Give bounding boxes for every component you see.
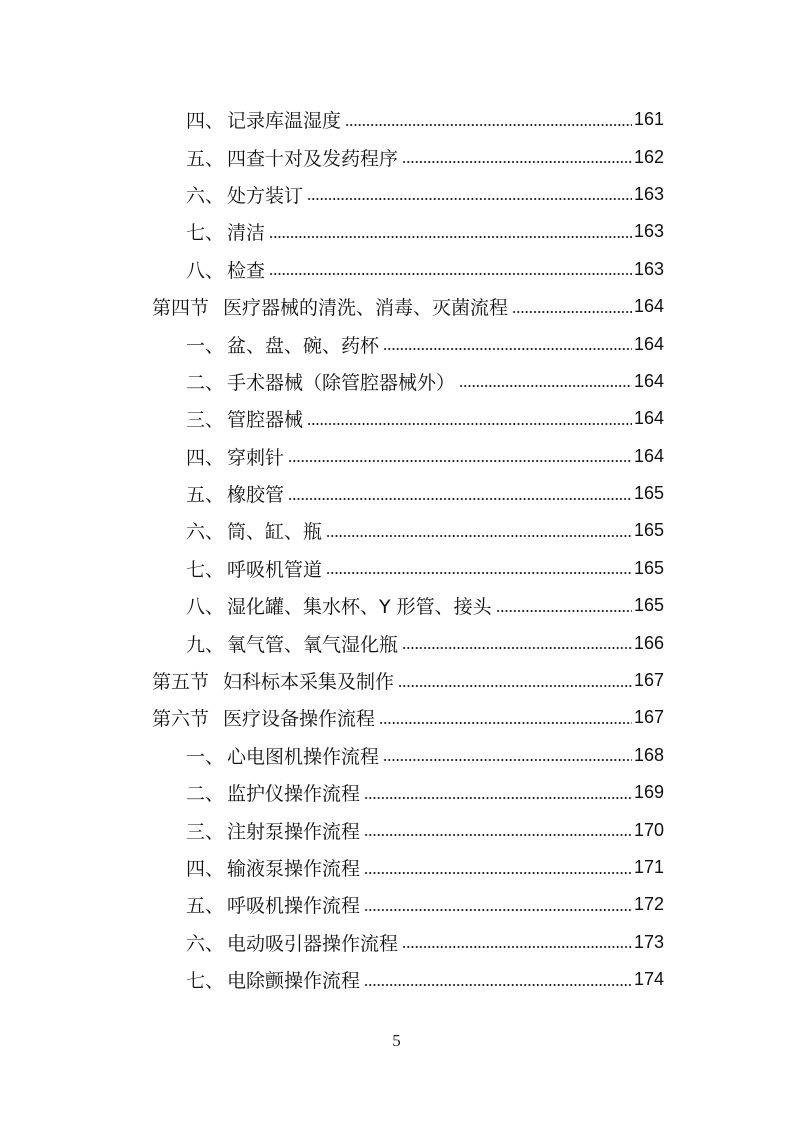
toc-item-row[interactable] [0,363,793,400]
toc-entry-number: 四、 [186,446,225,469]
toc-entry-page: 168 [634,744,665,765]
toc-entry-number: 五、 [186,147,225,170]
toc-entry-title: 穿刺针 [227,446,285,469]
toc-entry-number: 七、 [186,970,225,993]
dot-leader [364,982,632,988]
toc-entry-title: 管腔器械 [227,409,304,432]
toc-entry-title: 手术器械（除管腔器械外） [227,371,456,394]
toc-entry-title: 注射泵操作流程 [227,820,361,843]
toc-section-row[interactable] [0,288,793,325]
toc-entry-number: 五、 [186,484,225,507]
dot-leader [383,757,632,763]
toc-entry-page: 165 [634,595,665,616]
toc-entry-number: 二、 [186,783,225,806]
toc-section-row[interactable] [0,699,793,736]
toc-item-row[interactable] [0,811,793,848]
toc-entry-title: 监护仪操作流程 [227,783,361,806]
toc-item-row[interactable] [0,624,793,661]
toc-entry-title: 四查十对及发药程序 [227,147,399,170]
toc-entry-title: 电除颤操作流程 [227,970,361,993]
toc-entry-number: 七、 [186,222,225,245]
toc-entry-title: 呼吸机管道 [227,558,323,581]
toc-entry-title: 检查 [227,259,266,282]
toc-entry-page: 161 [634,109,665,130]
toc-entry-number: 八、 [186,259,225,282]
toc-item-row[interactable] [0,101,793,138]
toc-entry-page: 163 [634,183,665,204]
toc-item-row[interactable] [0,512,793,549]
toc-entry-page: 167 [634,707,665,728]
toc-item-row[interactable] [0,475,793,512]
toc-entry-number: 一、 [186,334,225,357]
toc-entry-title: 心电图机操作流程 [227,745,380,768]
toc-entry-title: 处方装订 [227,184,304,207]
dot-leader [379,720,632,726]
toc-section-row[interactable] [0,662,793,699]
toc-entry-page: 169 [634,782,665,803]
toc-item-row[interactable] [0,886,793,923]
table-of-contents [0,101,793,998]
toc-entry-page: 173 [634,931,665,952]
toc-entry-page: 163 [634,258,665,279]
toc-entry-number: 六、 [186,184,225,207]
toc-entry-title: 筒、缸、瓶 [227,521,323,544]
toc-entry-number: 七、 [186,558,225,581]
dot-leader [402,159,632,165]
dot-leader [364,907,632,913]
toc-entry-number: 四、 [186,110,225,133]
toc-entry-number: 第五节 [152,671,210,694]
toc-entry-number: 四、 [186,858,225,880]
toc-entry-number: 六、 [186,521,225,544]
toc-item-row[interactable] [0,774,793,811]
dot-leader [326,570,632,576]
dot-leader [307,421,632,427]
toc-entry-page: 164 [634,296,665,317]
toc-entry-title: 氧气管、氧气湿化瓶 [227,633,399,656]
dot-leader [288,496,632,502]
toc-item-row[interactable] [0,924,793,961]
toc-item-row[interactable] [0,213,793,250]
toc-entry-page: 164 [634,408,665,429]
dot-leader [288,458,632,464]
dot-leader [364,832,632,838]
toc-item-row[interactable] [0,251,793,288]
toc-entry-title: 妇科标本采集及制作 [223,671,395,694]
toc-entry-number: 九、 [186,633,225,656]
toc-entry-page: 172 [634,894,665,915]
dot-leader [326,533,632,539]
toc-item-row[interactable] [0,587,793,624]
toc-entry-title: 记录库温湿度 [227,110,342,133]
toc-entry-title: 医疗设备操作流程 [223,708,376,731]
dot-leader [269,271,632,277]
toc-item-row[interactable] [0,325,793,362]
toc-item-row[interactable] [0,737,793,774]
toc-entry-page: 164 [634,445,665,466]
dot-leader [512,309,632,315]
dot-leader [364,795,632,801]
toc-entry-title: 呼吸机操作流程 [227,895,361,918]
dot-leader [345,122,632,128]
toc-entry-number: 八、 [186,596,225,619]
toc-item-row[interactable] [0,961,793,998]
toc-item-row[interactable] [0,138,793,175]
toc-entry-number: 三、 [186,820,225,843]
toc-entry-number: 三、 [186,409,225,432]
toc-entry-page: 164 [634,333,665,354]
toc-entry-title: 橡胶管 [227,484,285,507]
dot-leader [402,645,632,651]
toc-item-row[interactable] [0,849,793,886]
toc-entry-number: 六、 [186,932,225,955]
toc-item-row[interactable] [0,400,793,437]
toc-entry-title: 湿化罐、集水杯、Y 形管、接头 [227,596,492,619]
dot-leader [269,234,632,240]
toc-item-row[interactable] [0,550,793,587]
toc-entry-number: 五、 [186,895,225,918]
toc-entry-page: 174 [634,969,665,990]
toc-entry-number: 第四节 [152,297,210,320]
toc-entry-page: 166 [634,632,665,653]
toc-entry-page: 165 [634,557,665,578]
toc-entry-page: 171 [634,857,665,877]
toc-entry-page: 164 [634,370,665,391]
toc-entry-title: 输液泵操作流程 [227,858,361,880]
dot-leader [496,608,632,614]
dot-leader [307,196,632,202]
dot-leader [383,346,632,352]
toc-entry-number: 第六节 [152,708,210,731]
toc-entry-page: 165 [634,483,665,504]
toc-entry-title: 盆、盘、碗、药杯 [227,334,380,357]
toc-entry-page: 162 [634,146,665,167]
toc-entry-number: 一、 [186,745,225,768]
dot-leader [459,383,632,389]
toc-item-row[interactable] [0,438,793,475]
toc-entry-number: 二、 [186,371,225,394]
toc-item-row[interactable] [0,176,793,213]
dot-leader [364,870,632,876]
toc-entry-page: 165 [634,520,665,541]
toc-entry-title: 清洁 [227,222,266,245]
dot-leader [398,683,632,689]
page-number: 5 [392,1031,401,1050]
toc-entry-page: 167 [634,670,665,691]
dot-leader [402,944,632,950]
toc-entry-title: 医疗器械的清洗、消毒、灭菌流程 [223,297,509,320]
toc-entry-page: 170 [634,819,665,840]
toc-entry-page: 163 [634,221,665,242]
toc-entry-title: 电动吸引器操作流程 [227,932,399,955]
